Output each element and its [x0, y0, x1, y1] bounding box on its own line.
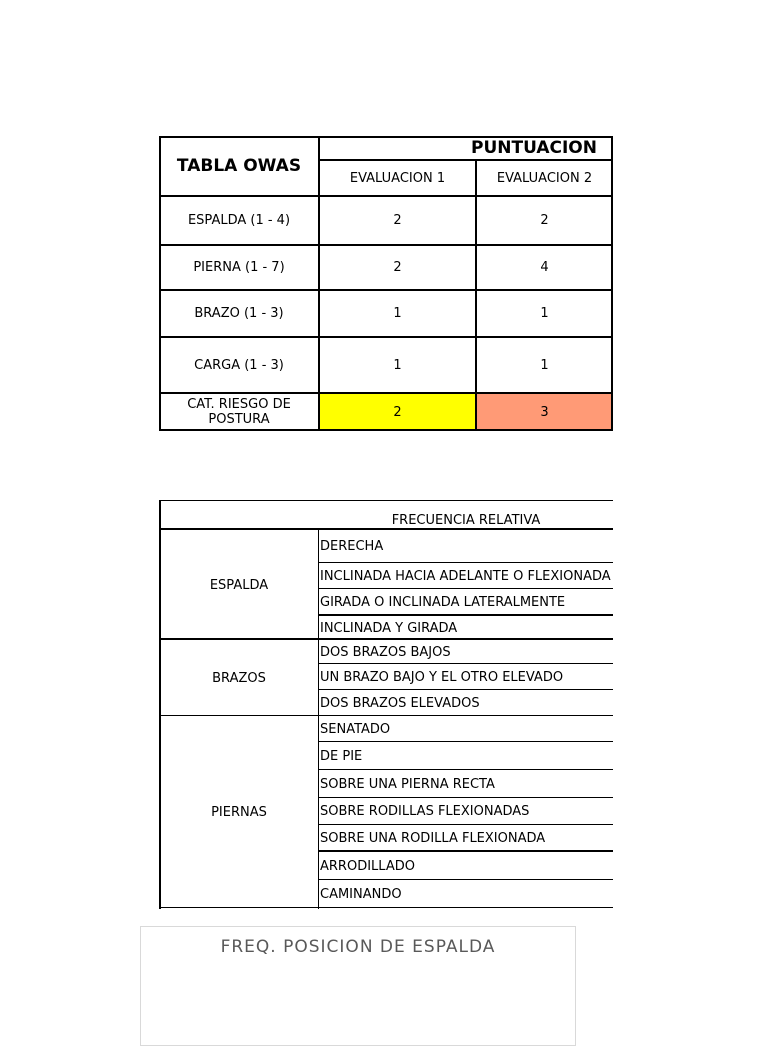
value-espalda-eval-1: 2	[393, 213, 402, 228]
owas-table	[159, 136, 613, 431]
grid-line	[159, 500, 161, 909]
col-header-evaluacion-2: EVALUACION 2	[496, 170, 593, 186]
grid-line	[159, 715, 613, 716]
chart-frame	[140, 926, 576, 1046]
risk-cell-eval-2: 3	[476, 393, 613, 431]
list-item: SOBRE RODILLAS FLEXIONADAS	[320, 804, 530, 819]
grid-line	[159, 195, 613, 197]
frequency-table	[159, 500, 613, 909]
list-item: DOS BRAZOS ELEVADOS	[320, 695, 480, 711]
grid-line	[319, 562, 613, 563]
grid-line	[159, 289, 613, 291]
row-label-riesgo: CAT. RIESGO DE POSTURA	[187, 397, 291, 427]
grid-line	[159, 392, 613, 394]
grid-line	[475, 159, 477, 431]
grid-line	[159, 336, 613, 338]
grid-line	[319, 797, 613, 798]
grid-line	[159, 244, 613, 246]
list-item: INCLINADA Y GIRADA	[320, 620, 458, 636]
grid-line	[159, 136, 161, 431]
grid-line	[159, 528, 613, 530]
grid-line	[159, 429, 613, 431]
grid-line	[319, 769, 613, 770]
value-brazo-eval-1: 1	[393, 306, 402, 321]
list-item: DERECHA	[320, 539, 384, 554]
grid-line	[319, 824, 613, 825]
grid-line	[319, 879, 613, 880]
col-header-evaluacion-1: EVALUACION 1	[349, 170, 446, 186]
list-item: UN BRAZO BAJO Y EL OTRO ELEVADO	[320, 669, 564, 685]
list-item: GIRADA O INCLINADA LATERALMENTE	[320, 595, 566, 610]
list-item: SOBRE UNA PIERNA RECTA	[320, 776, 495, 792]
grid-line	[159, 136, 613, 138]
value-brazo-eval-2: 1	[540, 306, 549, 321]
group-label-brazos: BRAZOS	[212, 670, 266, 686]
list-item: SOBRE UNA RODILLA FLEXIONADA	[320, 831, 546, 846]
grid-line	[159, 907, 613, 908]
chart-title: FREQ. POSICION DE ESPALDA	[220, 937, 496, 957]
grid-line	[319, 663, 613, 664]
row-label-carga: CARGA (1 - 3)	[194, 357, 284, 373]
grid-line	[318, 136, 320, 431]
list-item: DOS BRAZOS BAJOS	[320, 644, 451, 660]
grid-line	[318, 529, 319, 909]
grid-line	[319, 850, 613, 852]
value-carga-eval-2: 1	[540, 357, 549, 373]
value-pierna-eval-1: 2	[393, 260, 402, 275]
owas-title: TABLA OWAS	[176, 155, 302, 176]
list-item: CAMINANDO	[320, 886, 402, 902]
list-item: ARRODILLADO	[320, 858, 415, 874]
grid-line	[319, 741, 613, 742]
group-label-piernas: PIERNAS	[211, 805, 267, 820]
row-label-pierna: PIERNA (1 - 7)	[193, 260, 285, 275]
row-label-brazo: BRAZO (1 - 3)	[194, 306, 284, 321]
list-item: INCLINADA HACIA ADELANTE O FLEXIONADA	[320, 568, 611, 584]
list-item: DE PIE	[320, 748, 363, 764]
frecuencia-header: FRECUENCIA RELATIVA	[391, 512, 541, 528]
puntuacion-header: PUNTUACION	[470, 137, 597, 158]
grid-line	[159, 500, 613, 501]
value-pierna-eval-2: 4	[540, 260, 549, 275]
group-label-espalda: ESPALDA	[209, 577, 269, 593]
grid-line	[319, 614, 613, 616]
grid-line	[159, 638, 613, 640]
list-item: SENATADO	[320, 721, 391, 737]
grid-line	[319, 159, 613, 161]
row-label-espalda: ESPALDA (1 - 4)	[187, 213, 291, 228]
grid-line	[319, 689, 613, 690]
grid-line	[611, 136, 613, 431]
value-espalda-eval-2: 2	[540, 213, 549, 228]
risk-cell-eval-1: 2	[319, 393, 476, 431]
grid-line	[319, 588, 613, 589]
value-carga-eval-1: 1	[393, 357, 402, 373]
